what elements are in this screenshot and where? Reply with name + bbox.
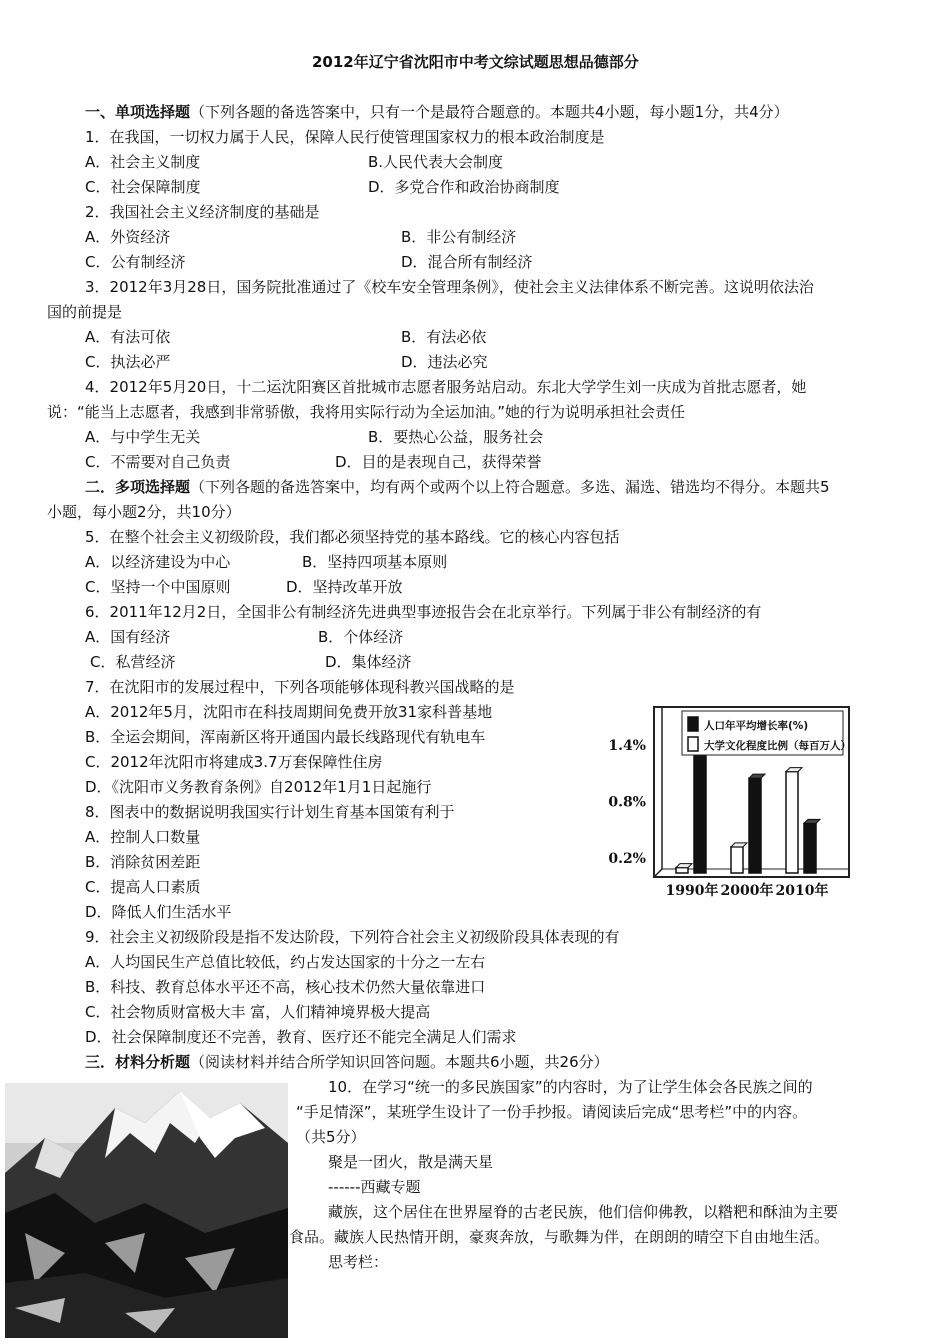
q7-option-a: A．2012年5月，沈阳市在科技周期间免费开放31家科普基地 <box>85 703 493 721</box>
q4-option-b: B．要热心公益，服务社会 <box>368 428 544 446</box>
q8-option-b: B．消除贫困差距 <box>85 853 201 871</box>
q2-option-a: A．外资经济 <box>85 228 171 246</box>
chart-y-tick-label: 0.2% <box>608 851 646 868</box>
q10-line6: 藏族，这个居住在世界屋脊的古老民族，他们信仰佛教，以糌粑和酥油为主要 <box>328 1203 839 1221</box>
chart-y-ticks <box>608 738 646 867</box>
q1-option-a: A．社会主义制度 <box>85 153 201 171</box>
page-title: 2012年辽宁省沈阳市中考文综试题思想品德部分 <box>312 53 639 71</box>
q7-stem: 7．在沈阳市的发展过程中，下列各项能够体现科教兴国战略的是 <box>85 678 515 696</box>
q5-option-a: A．以经济建设为中心 <box>85 553 231 571</box>
population-bar-chart <box>604 697 862 907</box>
q4-option-c: C．不需要对自己负责 <box>85 453 231 471</box>
chart-bar <box>731 847 743 873</box>
q6-option-d: D．集体经济 <box>325 653 412 671</box>
tibet-mountain-photo <box>5 1083 288 1338</box>
q8-option-a: A．控制人口数量 <box>85 828 201 846</box>
q1-option-c: C．社会保障制度 <box>85 178 201 196</box>
q3-option-c: C．执法必严 <box>85 353 171 371</box>
q8-stem: 8．图表中的数据说明我国实行计划生育基本国策有利于 <box>85 803 455 821</box>
chart-y-tick-label: 1.4% <box>608 738 646 755</box>
q9-option-a: A．人均国民生产总值比较低，约占发达国家的十分之一左右 <box>85 953 486 971</box>
q3-stem-line1: 3．2012年3月28日，国务院批准通过了《校车安全管理条例》，使社会主义法律体系不断完善。这说明依法治 <box>85 278 814 296</box>
q10-subtitle: ------西藏专题 <box>328 1178 421 1196</box>
chart-bar <box>694 736 706 873</box>
q7-option-c: C．2012年沈阳市将建成3.7万套保障性住房 <box>85 753 383 771</box>
chart-x-labels <box>666 882 829 899</box>
section-1-note: （下列各题的备选答案中，只有一个是最符合题意的。本题共4小题，每小题1分，共4分） <box>190 103 789 121</box>
q8-option-d: D．降低人们生活水平 <box>85 903 232 921</box>
q4-stem-line2: 说：“能当上志愿者，我感到非常骄傲，我将用实际行动为全运加油。”她的行为说明承担社会责任 <box>47 403 686 421</box>
q6-option-a: A．国有经济 <box>85 628 171 646</box>
section-2-heading: 二．多项选择题 <box>85 478 191 496</box>
q3-option-d: D．违法必究 <box>401 353 488 371</box>
q2-option-c: C．公有制经济 <box>85 253 186 271</box>
section-2-header <box>85 477 830 497</box>
chart-legend-label: 大学文化程度比例（每百万人） <box>704 740 851 752</box>
q6-option-b: B．个体经济 <box>318 628 404 646</box>
q2-stem: 2．我国社会主义经济制度的基础是 <box>85 203 320 221</box>
q3-option-a: A．有法可依 <box>85 328 171 346</box>
q9-option-c: C．社会物质财富极大丰 富，人们精神境界极大提高 <box>85 1003 431 1021</box>
q7-option-b: B．全运会期间，浑南新区将开通国内最长线路现代有轨电车 <box>85 728 486 746</box>
q1-option-b: B.人民代表大会制度 <box>368 153 504 171</box>
q3-stem-line2: 国的前提是 <box>47 303 123 321</box>
q9-option-b: B．科技、教育总体水平还不高，核心技术仍然大量依靠进口 <box>85 978 486 996</box>
q1-option-d: D．多党合作和政治协商制度 <box>368 178 560 196</box>
section-3-note: （阅读材料并结合所学知识回答问题。本题共6小题，共26分） <box>190 1053 609 1071</box>
q5-option-c: C．坚持一个中国原则 <box>85 578 231 596</box>
section-1-heading: 一、单项选择题 <box>85 103 191 121</box>
q2-option-d: D．混合所有制经济 <box>401 253 533 271</box>
q10-line7: 食品。藏族人民热情开朗，豪爽奔放，与歌舞为伴，在朗朗的晴空下自由地生活。 <box>289 1228 830 1246</box>
q10-line3: （共5分） <box>296 1128 366 1146</box>
section-2-note-line2: 小题，每小题2分，共10分） <box>47 503 241 521</box>
q3-option-b: B．有法必依 <box>401 328 487 346</box>
q5-option-b: B．坚持四项基本原则 <box>302 553 448 571</box>
chart-legend-swatch <box>688 717 698 731</box>
q4-stem-line1: 4．2012年5月20日，十二运沈阳赛区首批城市志愿者服务站启动。东北大学学生刘一庆成为首批志愿者，她 <box>85 378 807 396</box>
section-1-header <box>85 102 789 122</box>
q9-stem: 9．社会主义初级阶段是指不发达阶段，下列符合社会主义初级阶段具体表现的有 <box>85 928 620 946</box>
q6-option-c: C．私营经济 <box>90 653 176 671</box>
chart-y-tick-label: 0.8% <box>608 794 646 811</box>
q6-stem: 6．2011年12月2日，全国非公有制经济先进典型事迹报告会在北京举行。下列属于非公有制经济的有 <box>85 603 762 621</box>
chart-legend-swatch <box>688 737 698 751</box>
chart-x-tick-label: 1990年 <box>665 883 719 899</box>
chart-x-tick-label: 2000年 <box>720 883 774 899</box>
q10-line1: 10．在学习“统一的多民族国家”的内容时，为了让学生体会各民族之间的 <box>328 1078 813 1096</box>
q10-headline: 聚是一团火，散是满天星 <box>328 1153 494 1171</box>
q4-option-d: D．目的是表现自己，获得荣誉 <box>335 453 542 471</box>
chart-legend <box>682 711 851 755</box>
chart-bar <box>786 772 798 873</box>
chart-bar <box>804 823 816 873</box>
chart-bar <box>676 868 688 873</box>
chart-legend-label: 人口年平均增长率(%) <box>704 720 809 732</box>
q5-option-d: D．坚持改革开放 <box>286 578 403 596</box>
chart-bar <box>749 778 761 873</box>
q7-option-d: D．《沈阳市义务教育条例》自2012年1月1日起施行 <box>85 778 432 796</box>
q10-think-column: 思考栏： <box>328 1253 389 1271</box>
q4-option-a: A．与中学生无关 <box>85 428 201 446</box>
q2-option-b: B．非公有制经济 <box>401 228 517 246</box>
q10-line2: “手足情深”，某班学生设计了一份手抄报。请阅读后完成“思考栏”中的内容。 <box>296 1103 808 1121</box>
section-2-note-line1: （下列各题的备选答案中，均有两个或两个以上符合题意。多选、漏选、错选均不得分。本题共5 <box>190 478 830 496</box>
q8-option-c: C．提高人口素质 <box>85 878 201 896</box>
chart-x-tick-label: 2010年 <box>775 883 829 899</box>
section-3-heading: 三．材料分析题 <box>85 1053 191 1071</box>
q5-stem: 5．在整个社会主义初级阶段，我们都必须坚持党的基本路线。它的核心内容包括 <box>85 528 620 546</box>
section-3-header <box>85 1052 609 1072</box>
q1-stem: 1．在我国，一切权力属于人民，保障人民行使管理国家权力的根本政治制度是 <box>85 128 605 146</box>
q9-option-d: D．社会保障制度还不完善，教育、医疗还不能完全满足人们需求 <box>85 1028 517 1046</box>
